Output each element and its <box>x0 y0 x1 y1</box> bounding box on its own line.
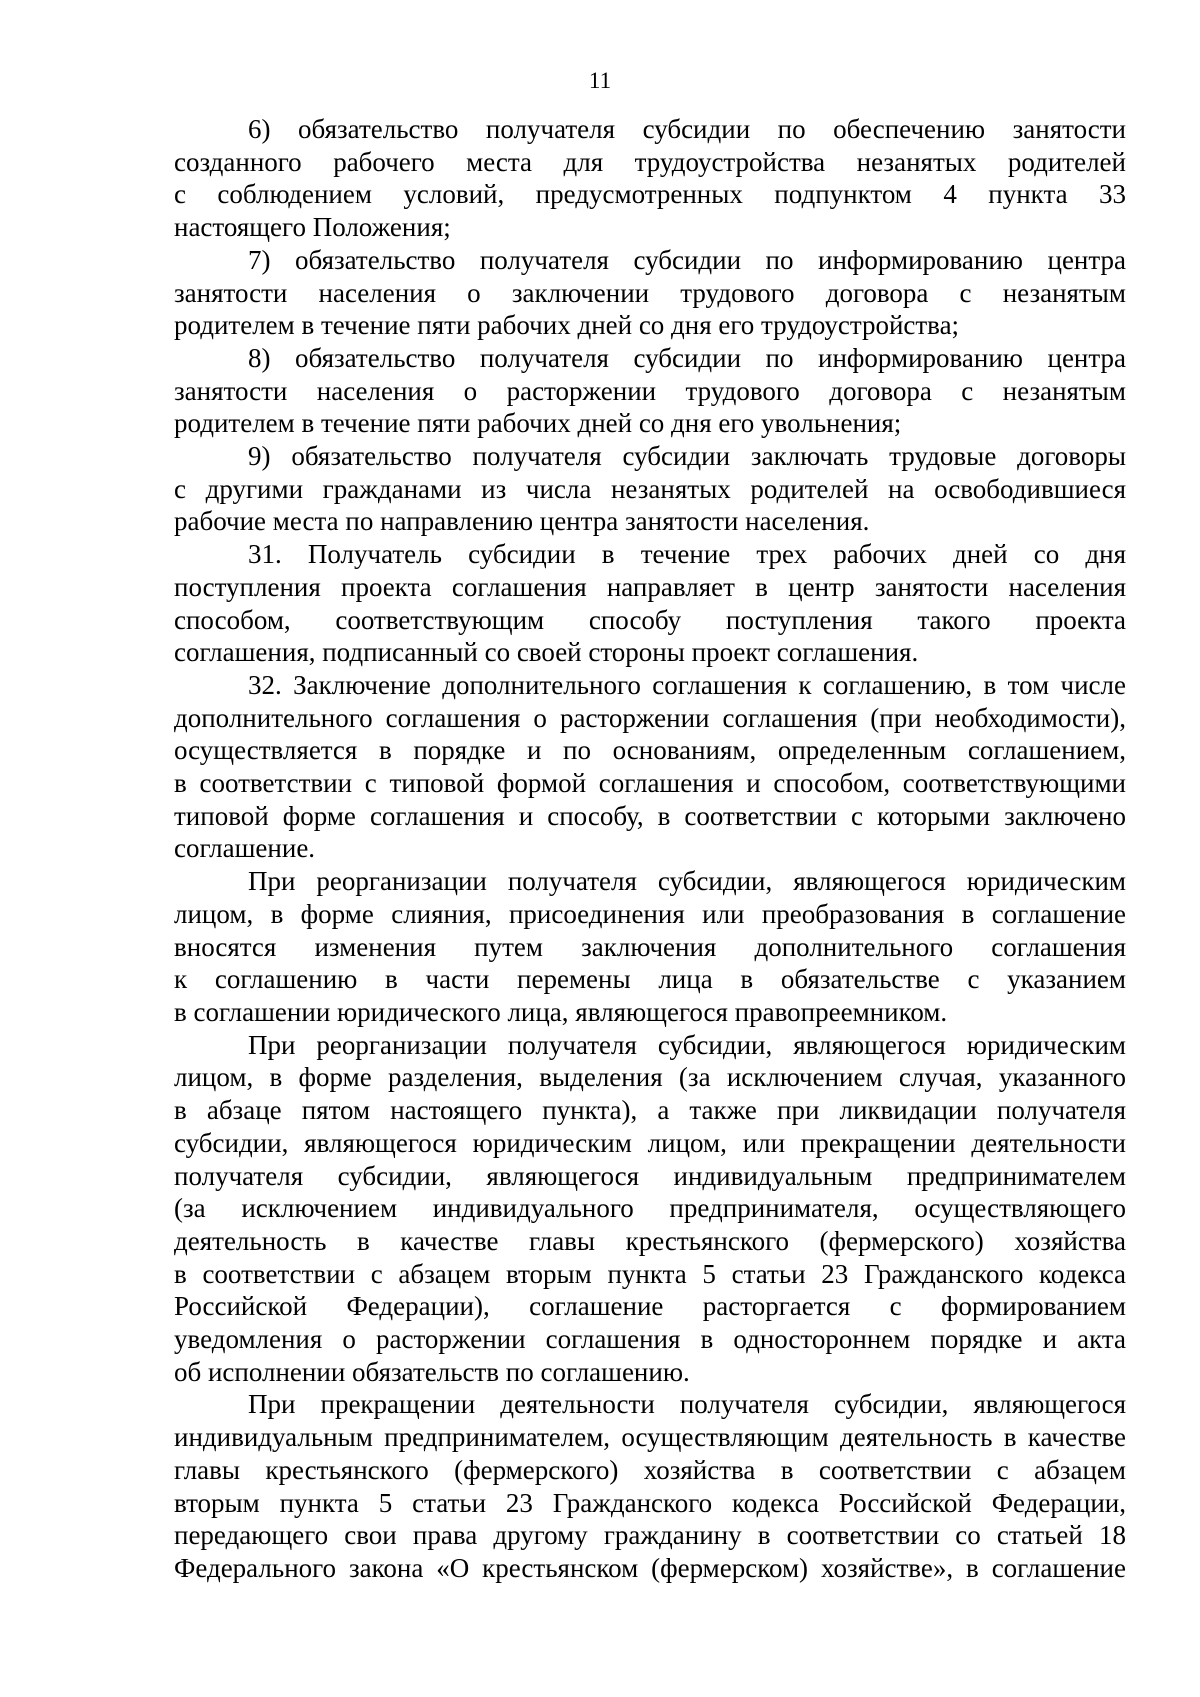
paragraph <box>174 538 1126 669</box>
paragraph <box>174 113 1126 244</box>
document-body <box>174 113 1126 1585</box>
text-line: родителем в течение пяти рабочих дней со дня его увольнения; <box>174 408 902 439</box>
text-line: 7) обязательство получателя субсидии по информированию центра <box>248 244 1126 275</box>
text-line: соглашение. <box>174 833 316 864</box>
text-line: получателя субсидии, являющегося индивидуальным предпринимателем <box>174 1160 1126 1191</box>
text-line: поступления проекта соглашения направляет в центр занятости населения <box>174 571 1126 602</box>
text-line: 6) обязательство получателя субсидии по обеспечению занятости <box>248 114 1126 144</box>
text-line: При прекращении деятельности получателя субсидии, являющегося <box>248 1389 1126 1420</box>
text-line: с соблюдением условий, предусмотренных подпунктом 4 пункта 33 <box>174 179 1126 210</box>
text-line: субсидии, являющегося юридическим лицом, или прекращении деятельности <box>174 1127 1126 1158</box>
text-line: соглашения, подписанный со своей стороны проект соглашения. <box>174 637 919 668</box>
paragraph <box>174 440 1126 538</box>
text-line: с другими гражданами из числа незанятых родителей на освободившиеся <box>174 473 1126 504</box>
text-line: рабочие места по направлению центра занятости населения. <box>174 506 870 537</box>
paragraph <box>174 244 1126 342</box>
text-line: При реорганизации получателя субсидии, являющегося юридическим <box>248 866 1126 897</box>
text-line: осуществляется в порядке и по основаниям, определенным соглашением, <box>174 735 1126 766</box>
text-line: вторым пункта 5 статьи 23 Гражданского кодекса Российской Федерации, <box>174 1487 1126 1518</box>
paragraph <box>174 669 1126 865</box>
text-line: настоящего Положения; <box>174 212 451 243</box>
text-line: Российской Федерации), соглашение расторгается с формированием <box>174 1291 1126 1322</box>
text-line: занятости населения о заключении трудового договора с незанятым <box>174 277 1126 308</box>
text-line: индивидуальным предпринимателем, осуществляющим деятельность в качестве <box>174 1422 1126 1453</box>
text-line: (за исключением индивидуального предпринимателя, осуществляющего <box>174 1193 1126 1224</box>
text-line: об исполнении обязательств по соглашению. <box>174 1356 690 1387</box>
text-line: в абзаце пятом настоящего пункта), а также при ликвидации получателя <box>174 1095 1126 1126</box>
text-line: деятельность в качестве главы крестьянского (фермерского) хозяйства <box>174 1225 1126 1256</box>
text-line: передающего свои права другому гражданину в соответствии со статьей 18 <box>174 1520 1126 1551</box>
text-line: 31. Получатель субсидии в течение трех рабочих дней со дня <box>248 539 1126 570</box>
text-line: к соглашению в части перемены лица в обязательстве с указанием <box>174 964 1126 995</box>
paragraph <box>174 1388 1126 1584</box>
text-line: лицом, в форме слияния, присоединения или преобразования в соглашение <box>174 898 1126 929</box>
text-line: типовой форме соглашения и способу, в соответствии с которыми заключено <box>174 800 1126 831</box>
text-line: 8) обязательство получателя субсидии по информированию центра <box>248 342 1126 373</box>
text-line: Федерального закона «О крестьянском (фермерском) хозяйстве», в соглашение <box>174 1552 1126 1583</box>
text-line: родителем в течение пяти рабочих дней со дня его трудоустройства; <box>174 310 960 341</box>
text-line: При реорганизации получателя субсидии, являющегося юридическим <box>248 1029 1126 1060</box>
paragraph <box>174 865 1126 1029</box>
paragraph <box>174 1029 1126 1389</box>
text-line: в соответствии с абзацем вторым пункта 5 статьи 23 Гражданского кодекса <box>174 1258 1126 1289</box>
text-line: 9) обязательство получателя субсидии заключать трудовые договоры <box>248 441 1126 472</box>
text-line: главы крестьянского (фермерского) хозяйства в соответствии с абзацем <box>174 1454 1126 1485</box>
text-line: в соответствии с типовой формой соглашения и способом, соответствующими <box>174 768 1126 799</box>
text-line: уведомления о расторжении соглашения в одностороннем порядке и акта <box>174 1324 1126 1355</box>
text-line: лицом, в форме разделения, выделения (за исключением случая, указанного <box>174 1062 1126 1093</box>
text-line: занятости населения о расторжении трудового договора с незанятым <box>174 375 1126 406</box>
text-line: 32. Заключение дополнительного соглашения к соглашению, в том числе <box>248 669 1126 700</box>
text-line: способом, соответствующим способу поступления такого проекта <box>174 604 1126 635</box>
page-number: 11 <box>588 68 612 93</box>
text-line: вносятся изменения путем заключения дополнительного соглашения <box>174 931 1126 962</box>
text-line: созданного рабочего места для трудоустройства незанятых родителей <box>174 146 1126 177</box>
text-line: в соглашении юридического лица, являющегося правопреемником. <box>174 996 948 1027</box>
text-line: дополнительного соглашения о расторжении соглашения (при необходимости), <box>174 702 1126 733</box>
paragraph <box>174 342 1126 440</box>
